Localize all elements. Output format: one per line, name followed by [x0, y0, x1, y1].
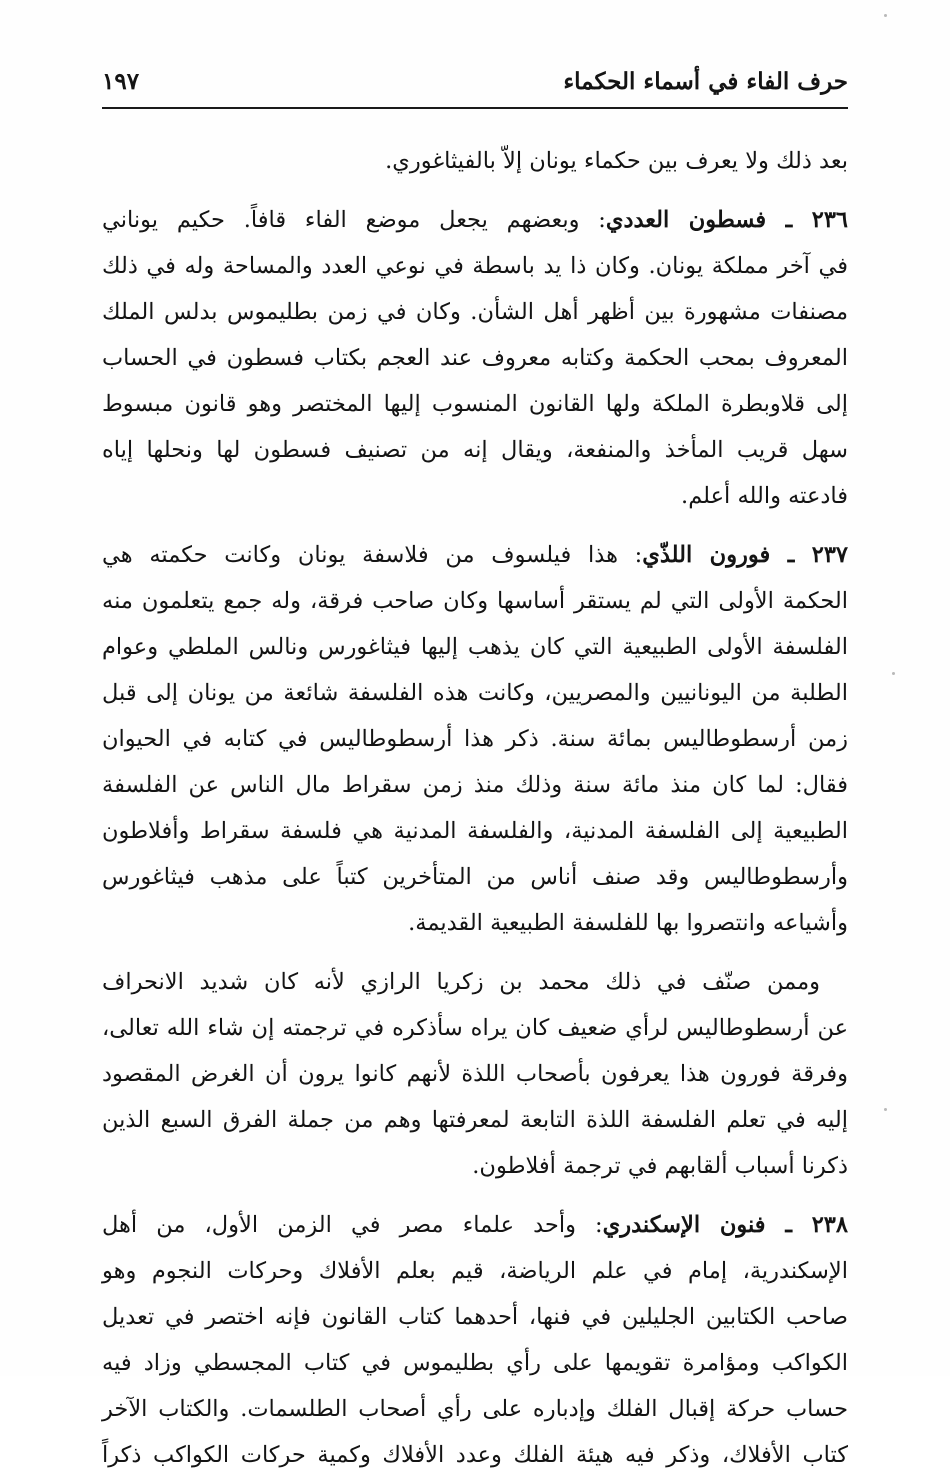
text-line: زمن أرسطوطاليس بمائة سنة. ذكر هذا أرسطوطاليس في كتابه في الحيوان	[102, 726, 848, 752]
entry-lead-text: : وأحد علماء مصر في الزمن الأول، من أهل	[102, 1212, 603, 1238]
entry-237	[102, 532, 848, 946]
paragraph-gap	[102, 946, 848, 959]
text-line	[102, 1202, 848, 1248]
text-line: إليه في تعلم الفلسفة اللذة التابعة لمعرفتها وهم من جملة الفرق السبع الذين	[102, 1107, 848, 1133]
entry-heading: ٢٣٨ ـ فنون الإسكندري	[602, 1212, 848, 1238]
paragraph-continuation	[102, 138, 848, 184]
entry-lead-text: : هذا فيلسوف من فلاسفة يونان وكانت حكمته هي	[102, 542, 643, 568]
entry-236	[102, 197, 848, 519]
text-line: مصنفات مشهورة بين أظهر أهل الشأن. وكان في زمن بطليموس بدلس الملك	[102, 299, 848, 325]
text-line: الطلبة من اليونانيين والمصريين، وكانت هذه الفلسفة شائعة من يونان إلى قبل	[102, 680, 848, 706]
text-line: إلى قلاوبطرة الملكة ولها القانون المنسوب إليها المختصر وهو قانون مبسوط	[102, 391, 848, 417]
text-line: صاحب الكتابين الجليلين في فنها، أحدهما كتاب القانون فإنه اختصر في تعديل	[102, 1304, 848, 1330]
entry-heading: ٢٣٧ ـ فورون اللذّي	[642, 542, 849, 568]
paragraph-razi	[102, 959, 848, 1189]
text-line: وفرقة فورون هذا يعرفون بأصحاب اللذة لأنهم كانوا يرون أن الغرض المقصود	[102, 1061, 848, 1087]
text-line: حساب حركة إقبال الفلك وإدباره على رأي أصحاب الطلسمات. والكتاب الآخر	[102, 1396, 848, 1422]
running-header	[102, 62, 848, 102]
text-line: وأشياعه وانتصروا بها للفلسفة الطبيعية القديمة.	[408, 910, 848, 936]
text-line: وممن صنّف في ذلك محمد بن زكريا الرازي لأنه كان شديد الانحراف	[102, 969, 820, 995]
text-line	[102, 197, 848, 243]
text-line: الحكمة الأولى التي لم يستقر أساسها وكان صاحب فرقة، وله جمع يتعلمون منه	[102, 588, 848, 614]
text-line: الكواكب ومؤامرة تقويمها على رأي بطليموس في كتاب المجسطي وزاد فيه	[102, 1350, 848, 1376]
text-line: ذكرنا أسباب ألقابهم في ترجمة أفلاطون.	[472, 1153, 848, 1179]
text-line: الفلسفة الأولى الطبيعية التي كان يذهب إليها فيثاغورس ونالس الملطي وعوام	[102, 634, 848, 660]
scan-speck	[884, 14, 887, 17]
paragraph-gap	[102, 184, 848, 197]
chapter-title: حرف الفاء في أسماء الحكماء	[563, 68, 848, 95]
text-line: عن أرسطوطاليس لرأي ضعيف كان يراه سأذكره في ترجمته إن شاء الله تعالى،	[102, 1015, 848, 1041]
text-line: فادعته والله أعلم.	[681, 483, 848, 509]
text-line: سهل قريب المأخذ والمنفعة، ويقال إنه من تصنيف فسطون لها ونحلها إياه	[102, 437, 848, 463]
text-line: فقال: لما كان منذ مائة سنة وذلك منذ زمن سقراط مال الناس عن الفلسفة	[102, 772, 848, 798]
paragraph-gap	[102, 1189, 848, 1202]
entry-heading: ٢٣٦ ـ فسطون العددي	[605, 207, 848, 233]
paragraph-gap	[102, 519, 848, 532]
header-divider	[102, 107, 848, 109]
scan-speck	[892, 672, 895, 675]
text-line: بعد ذلك ولا يعرف بين حكماء يونان إلاّ بالفيثاغوري.	[385, 148, 848, 174]
text-line: في آخر مملكة يونان. وكان ذا يد باسطة في نوعي العدد والمساحة وله في ذلك	[102, 253, 848, 279]
text-line: المعروف بمحب الحكمة وكتابه معروف عند العجم بكتاب فسطون في الحساب	[102, 345, 848, 371]
text-line: وأرسطوطاليس وقد صنف أناس من المتأخرين كتباً على مذهب فيثاغورس	[102, 864, 848, 890]
scan-speck	[884, 1108, 887, 1111]
text-line: الإسكندرية، إمام في علم الرياضة، قيم بعلم الأفلاك وحركات النجوم وهو	[102, 1258, 848, 1284]
entry-lead-text: : وبعضهم يجعل موضع الفاء قافاً. حكيم يوناني	[102, 207, 606, 233]
text-line	[102, 532, 848, 578]
body-text	[102, 138, 848, 1478]
page-number: ١٩٧	[102, 68, 140, 95]
text-line: كتاب الأفلاك، وذكر فيه هيئة الفلك وعدد الأفلاك وكمية حركات الكواكب ذكراً	[102, 1442, 848, 1468]
entry-238	[102, 1202, 848, 1478]
text-line: الطبيعية إلى الفلسفة المدنية، والفلسفة المدنية هي فلسفة سقراط وأفلاطون	[102, 818, 848, 844]
